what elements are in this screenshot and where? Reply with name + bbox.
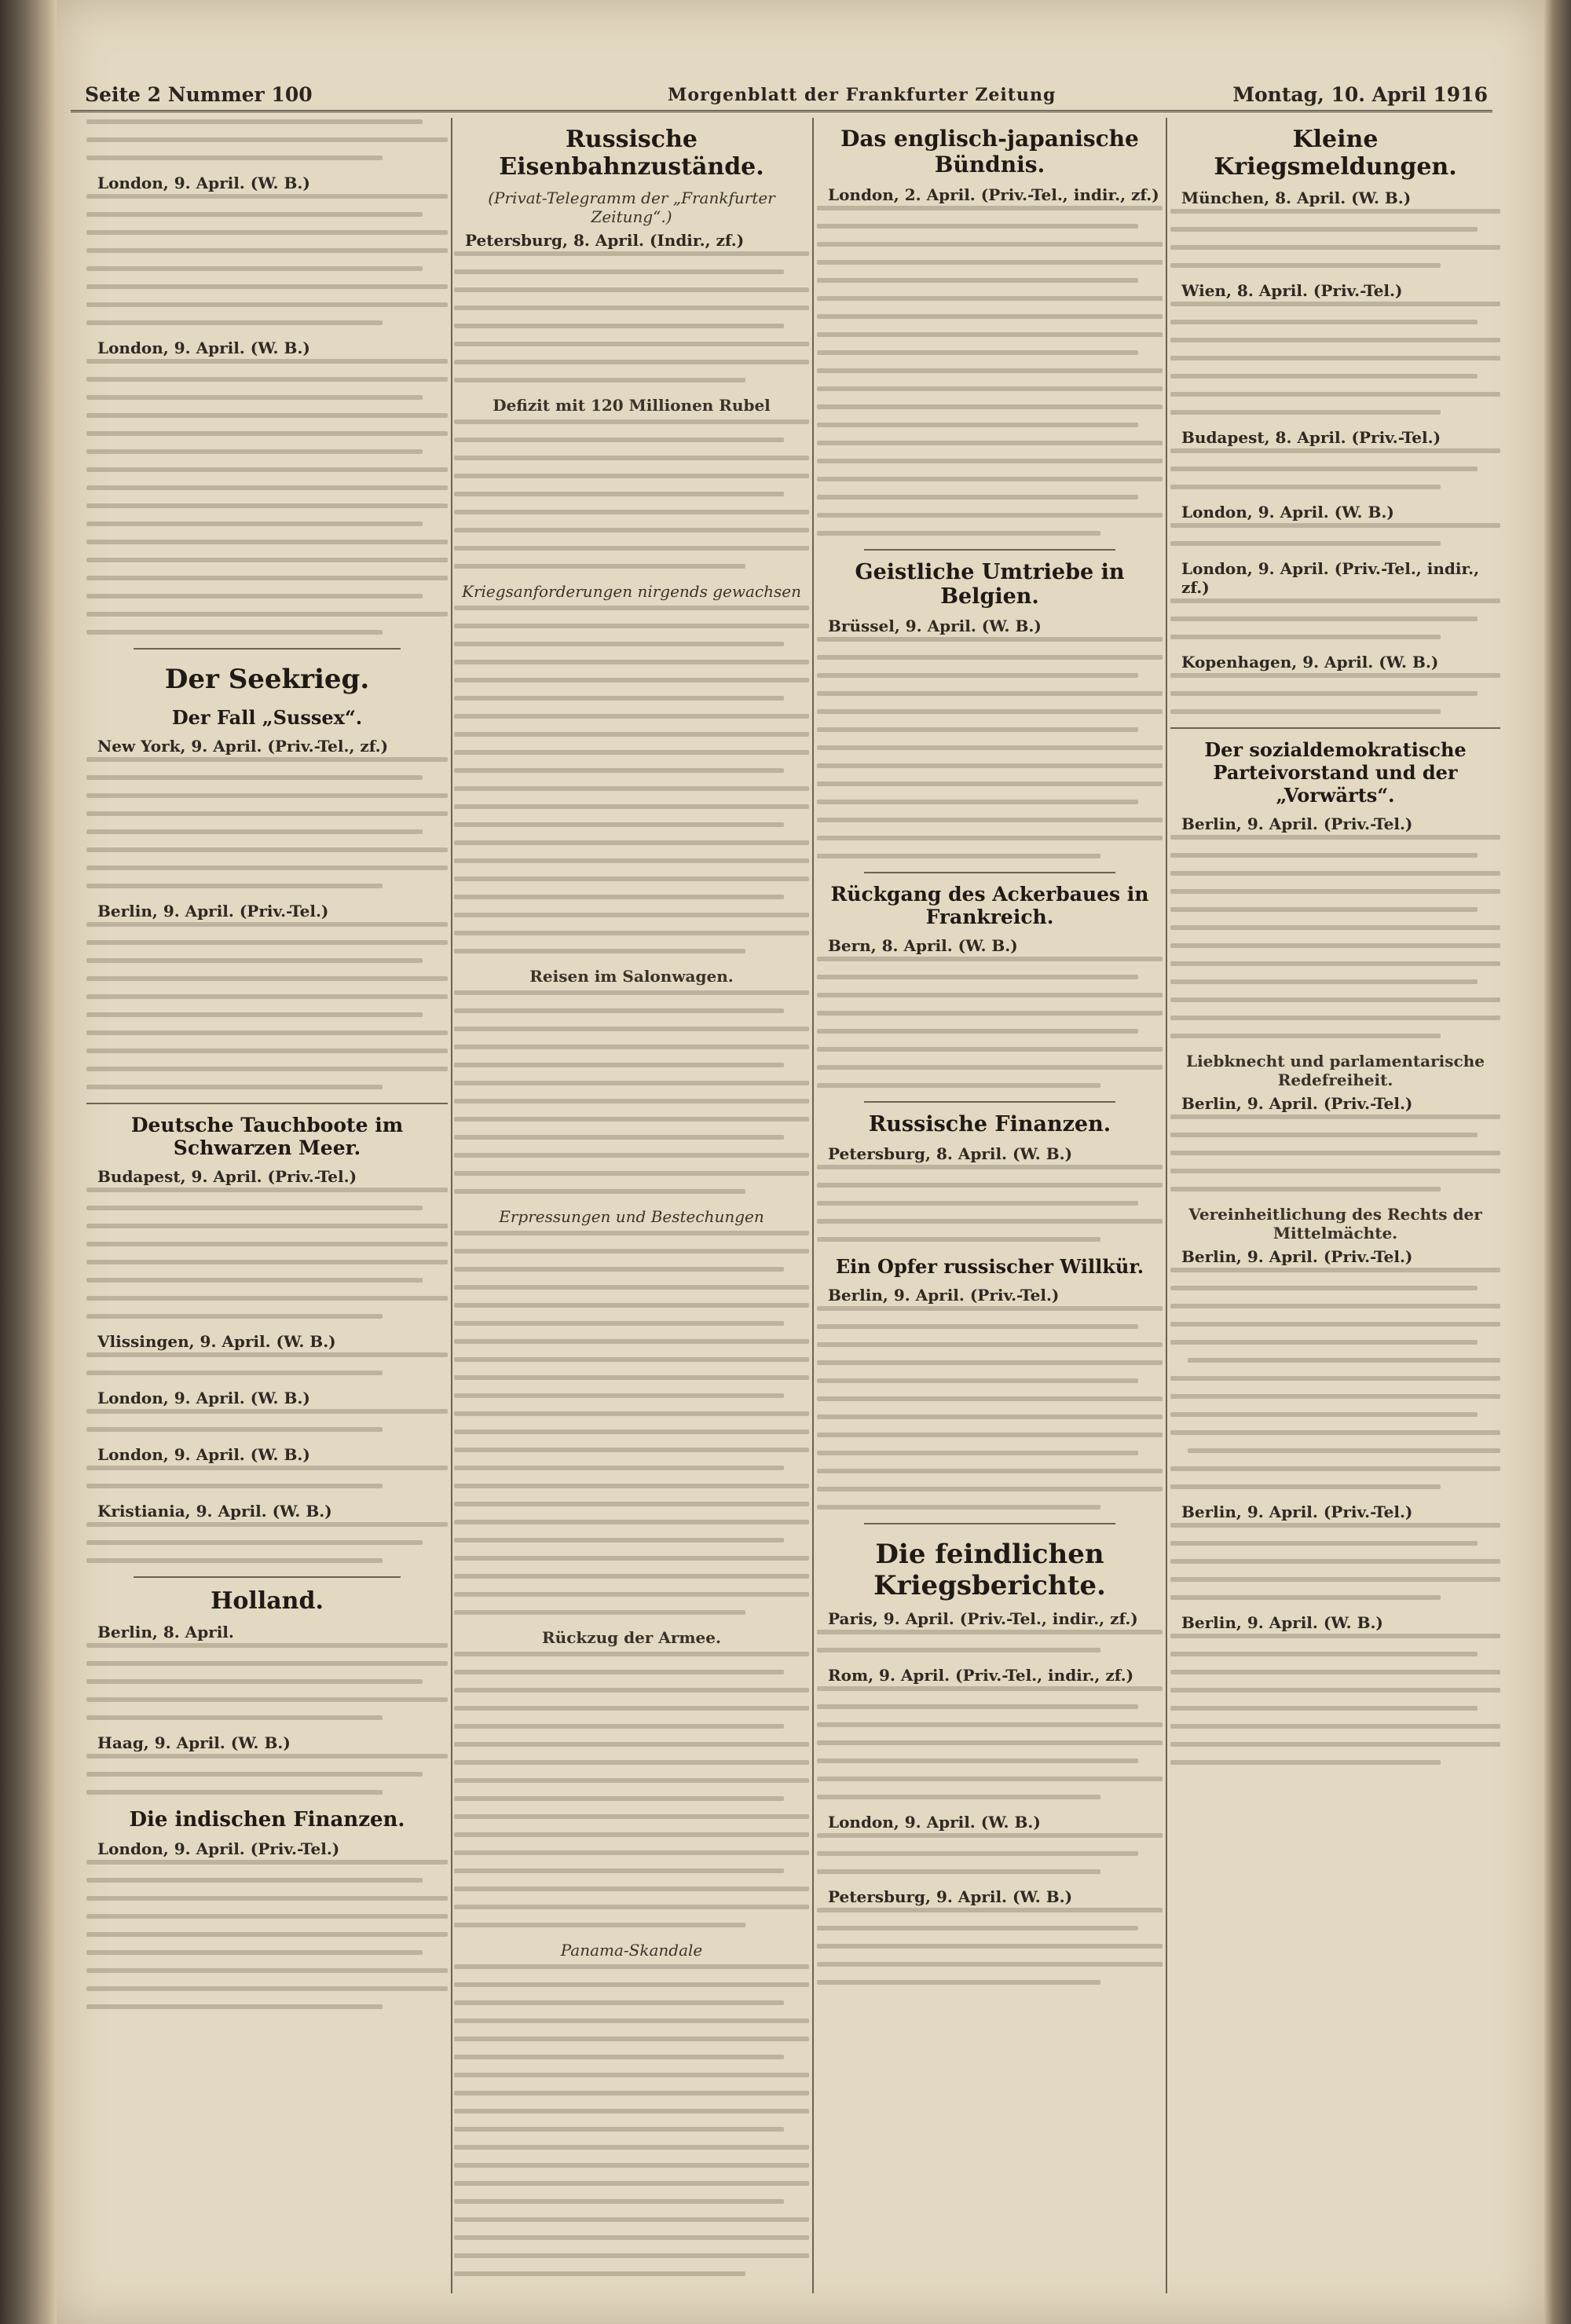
dateline: London, 9. April. (W. B.): [1181, 503, 1394, 522]
text-block: [86, 1409, 448, 1432]
text-block: [1170, 673, 1500, 714]
text-block: [86, 1860, 448, 2009]
dateline: Petersburg, 8. April. (Indir., zf.): [465, 231, 745, 250]
text-block: [86, 1466, 448, 1488]
separator: [1170, 727, 1500, 729]
text-block: [86, 922, 448, 1089]
dateline: London, 9. April. (Priv.-Tel., indir., zf.): [1181, 559, 1480, 597]
section-heading: Rückgang des Ackerbaues in Frankreich.: [830, 883, 1149, 928]
text-block: [86, 1352, 448, 1375]
dateline: Berlin, 9. April. (Priv.-Tel.): [1181, 1247, 1413, 1266]
section-heading: Der Seekrieg.: [164, 664, 370, 695]
dateline: Kopenhagen, 9. April. (W. B.): [1181, 653, 1439, 672]
page-edge: [1544, 0, 1571, 2324]
dateline: Paris, 9. April. (Priv.-Tel., indir., zf.): [828, 1609, 1138, 1628]
dateline: Budapest, 9. April. (Priv.-Tel.): [97, 1167, 357, 1186]
text-block: [454, 606, 809, 953]
text-block: [454, 1231, 809, 1615]
dateline: London, 9. April. (Priv.-Tel.): [97, 1839, 340, 1858]
masthead: [71, 79, 1492, 112]
article-headline: Kleine Kriegsmeldungen.: [1214, 126, 1457, 181]
separator: [86, 1103, 448, 1104]
dateline: Kristiania, 9. April. (W. B.): [97, 1502, 332, 1521]
section-heading: Deutsche Tauchboote im Schwarzen Meer.: [130, 1114, 404, 1159]
text-block: [1170, 209, 1500, 268]
section-heading: Die feindlichen Kriegsberichte.: [873, 1539, 1106, 1601]
subsection-heading: Der Fall „Sussex“.: [171, 706, 363, 729]
text-block: [1170, 835, 1500, 1038]
text-block: [817, 1686, 1163, 1799]
section-heading: Die indischen Finanzen.: [129, 1808, 405, 1832]
column-rule: [451, 118, 452, 2293]
column-3: [817, 118, 1163, 2293]
subheading: Erpressungen und Bestechungen: [499, 1207, 764, 1226]
subheading: Rückzug der Armee.: [542, 1628, 721, 1647]
dateline: Berlin, 9. April. (W. B.): [1181, 1613, 1383, 1632]
text-block: [86, 359, 448, 635]
text-block: [1170, 1268, 1500, 1489]
dateline: Petersburg, 9. April. (W. B.): [828, 1887, 1073, 1906]
section-heading: Geistliche Umtriebe in Belgien.: [855, 560, 1125, 609]
text-block: [817, 957, 1163, 1088]
dateline: Bern, 8. April. (W. B.): [828, 936, 1018, 955]
subheading: Vereinheitlichung des Rechts der Mittelmächte.: [1188, 1205, 1482, 1243]
text-block: [86, 757, 448, 888]
dateline: Berlin, 9. April. (Priv.-Tel.): [1181, 1502, 1413, 1521]
dateline: London, 9. April. (W. B.): [97, 1389, 310, 1407]
text-block: [454, 251, 809, 382]
separator: [134, 648, 401, 650]
text-block: [86, 1754, 448, 1795]
text-block: [817, 206, 1163, 536]
text-block: [86, 119, 448, 160]
text-block: [817, 1306, 1163, 1510]
text-block: [1170, 523, 1500, 546]
dateline: Berlin, 8. April.: [97, 1623, 234, 1641]
dateline: London, 9. April. (W. B.): [97, 1445, 310, 1464]
subheading: Defizit mit 120 Millionen Rubel: [493, 396, 771, 415]
separator: [864, 1101, 1115, 1103]
text-block: [454, 1964, 809, 2276]
text-block: [817, 1908, 1163, 1985]
dateline: London, 9. April. (W. B.): [97, 174, 310, 192]
column-rule: [1166, 118, 1167, 2293]
text-block: [1170, 1114, 1500, 1191]
article-headline: Russische Eisenbahnzustände.: [499, 126, 764, 181]
dateline: Berlin, 9. April. (Priv.-Tel.): [97, 902, 329, 920]
separator: [864, 549, 1115, 551]
section-heading: Der sozialdemokratische Parteivorstand und der „Vorwärts“.: [1204, 738, 1467, 807]
dateline: Vlissingen, 9. April. (W. B.): [97, 1332, 336, 1351]
text-block: [86, 1643, 448, 1720]
book-spine: [0, 0, 57, 2324]
column-4: [1170, 118, 1500, 2293]
separator: [864, 872, 1115, 873]
dateline: Wien, 8. April. (Priv.-Tel.): [1181, 281, 1403, 300]
dateline: Berlin, 9. April. (Priv.-Tel.): [1181, 814, 1413, 833]
text-block: [86, 1188, 448, 1319]
text-block: [454, 1652, 809, 1927]
text-block: [86, 194, 448, 325]
text-block: [1170, 1634, 1500, 1765]
text-block: [454, 990, 809, 1194]
page-label: Seite 2 Nummer 100: [85, 83, 313, 106]
dateline: München, 8. April. (W. B.): [1181, 188, 1412, 207]
dateline: Berlin, 9. April. (Priv.-Tel.): [1181, 1094, 1413, 1113]
dateline: Brüssel, 9. April. (W. B.): [828, 617, 1042, 635]
dateline: London, 9. April. (W. B.): [828, 1813, 1041, 1832]
subheading: Kriegsanforderungen nirgends gewachsen: [462, 582, 801, 601]
subheading: Reisen im Salonwagen.: [529, 967, 734, 986]
text-block: [817, 1833, 1163, 1874]
article-headline: Das englisch-japanische Bündnis.: [840, 126, 1139, 178]
section-heading: Holland.: [211, 1587, 324, 1615]
column-rule: [812, 118, 814, 2293]
text-block: [1170, 1523, 1500, 1600]
dateline: Berlin, 9. April. (Priv.-Tel.): [828, 1286, 1060, 1305]
dateline: Haag, 9. April. (W. B.): [97, 1733, 291, 1752]
subheading: Panama-Skandale: [560, 1941, 703, 1960]
text-block: [86, 1522, 448, 1563]
text-block: [1170, 448, 1500, 489]
dateline: London, 2. April. (Priv.-Tel., indir., zf.): [828, 185, 1159, 204]
text-block: [454, 419, 809, 569]
dateline: New York, 9. April. (Priv.-Tel., zf.): [97, 737, 389, 756]
subsection-heading: Ein Opfer russischer Willkür.: [835, 1255, 1144, 1278]
text-block: [817, 637, 1163, 858]
separator: [864, 1523, 1115, 1524]
text-block: [817, 1630, 1163, 1652]
section-heading: Russische Finanzen.: [868, 1112, 1111, 1136]
column-2: [454, 118, 809, 2293]
subheading: Liebknecht und parlamentarische Redefreiheit.: [1186, 1052, 1485, 1089]
separator: [134, 1576, 401, 1578]
dateline: London, 9. April. (W. B.): [97, 339, 310, 357]
dateline: Petersburg, 8. April. (W. B.): [828, 1144, 1073, 1163]
issue-date: Montag, 10. April 1916: [1232, 83, 1488, 106]
paper-title: Morgenblatt der Frankfurter Zeitung: [668, 85, 1056, 105]
column-1: [86, 118, 448, 2293]
article-subline: (Privat-Telegramm der „Frankfurter Zeitung“.): [488, 188, 775, 226]
dateline: Budapest, 8. April. (Priv.-Tel.): [1181, 428, 1441, 447]
text-block: [1170, 302, 1500, 415]
text-block: [1170, 598, 1500, 639]
text-block: [817, 1165, 1163, 1242]
dateline: Rom, 9. April. (Priv.-Tel., indir., zf.): [828, 1666, 1134, 1685]
